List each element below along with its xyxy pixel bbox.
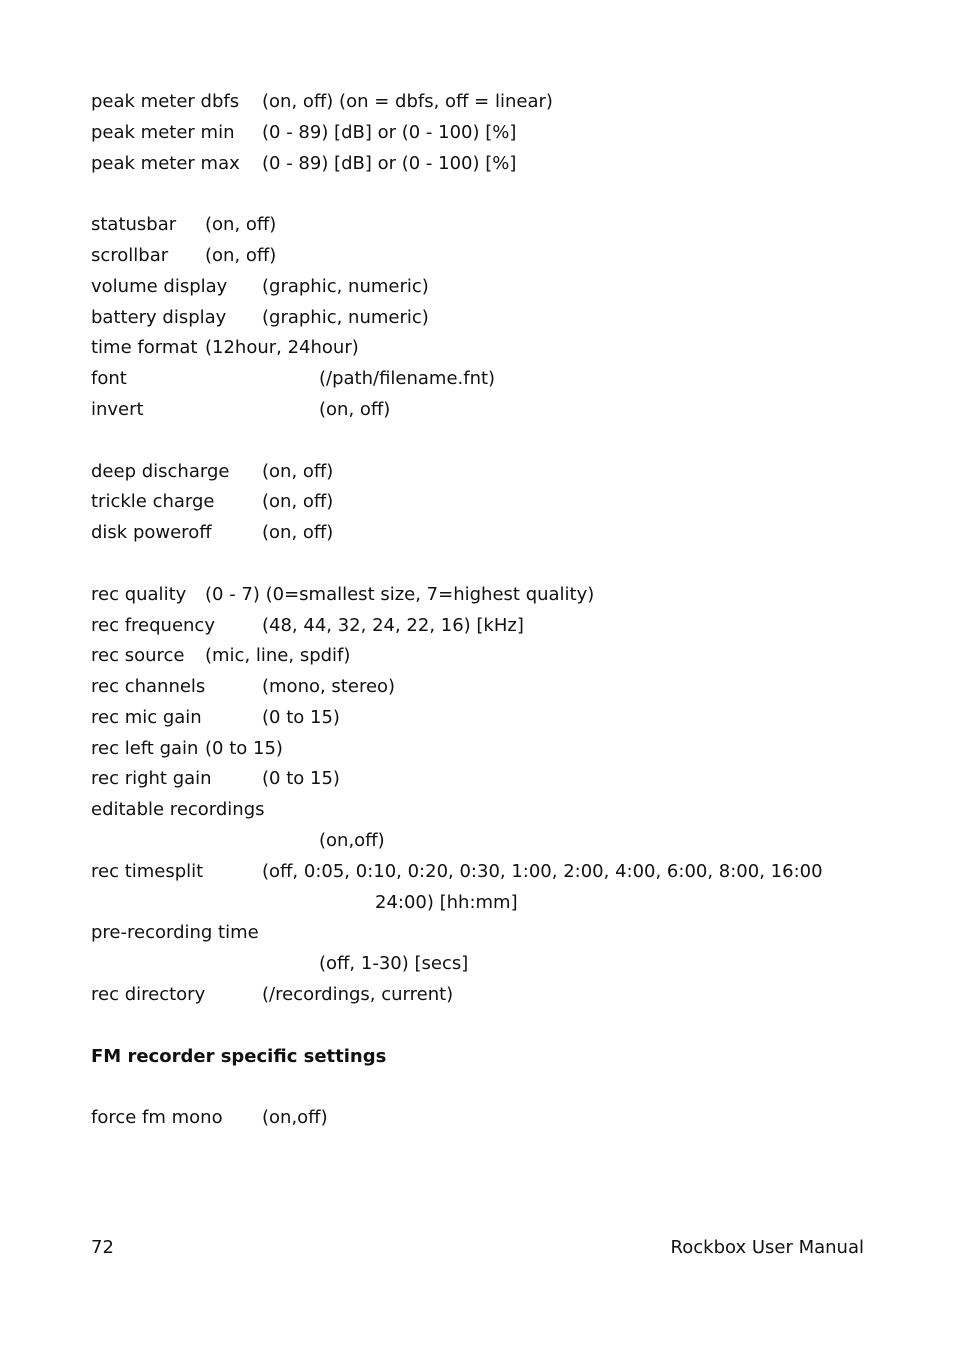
setting-key: force fm mono [91,1107,223,1128]
setting-value: (on,off) [319,830,385,851]
setting-value: (0 to 15) [205,738,283,759]
setting-value: (0 - 89) [dB] or (0 - 100) [%] [262,122,517,143]
setting-key: rec timesplit [91,861,204,882]
setting-key: volume display [91,276,228,297]
setting-value: (/recordings, current) [262,984,454,1005]
section-heading: FM recorder specific settings [91,1046,387,1067]
setting-key: font [91,368,127,389]
setting-value: (0 to 15) [262,768,340,789]
setting-value: (mic, line, spdif) [205,645,351,666]
setting-value: (graphic, numeric) [262,307,429,328]
page-number: 72 [91,1237,114,1258]
setting-key: editable recordings [91,799,265,820]
setting-value: (mono, stereo) [262,676,396,697]
setting-key: rec frequency [91,615,215,636]
setting-key: rec source [91,645,185,666]
setting-key: scrollbar [91,245,169,266]
setting-value: (on, off) [262,461,334,482]
setting-value: (12hour, 24hour) [205,337,359,358]
setting-value: (off, 1-30) [secs] [319,953,469,974]
setting-key: deep discharge [91,461,230,482]
setting-key: battery display [91,307,227,328]
setting-key: rec mic gain [91,707,202,728]
setting-value: (on, off) [205,214,277,235]
setting-key: peak meter max [91,153,240,174]
setting-key: trickle charge [91,491,215,512]
setting-key: invert [91,399,144,420]
setting-value: (on, off) [205,245,277,266]
setting-value: (on, off) [319,399,391,420]
setting-value: (on,off) [262,1107,328,1128]
setting-key: pre-recording time [91,922,259,943]
setting-value: (0 - 89) [dB] or (0 - 100) [%] [262,153,517,174]
setting-key: peak meter min [91,122,235,143]
setting-key: rec quality [91,584,187,605]
setting-value: (0 - 7) (0=smallest size, 7=highest quality) [205,584,595,605]
setting-key: statusbar [91,214,177,235]
setting-key: rec left gain [91,738,199,759]
setting-value: (off, 0:05, 0:10, 0:20, 0:30, 1:00, 2:00, 4:00, 6:00, 8:00, 16:00 [262,861,823,882]
setting-key: disk poweroff [91,522,212,543]
setting-value: (/path/filename.fnt) [319,368,496,389]
setting-key: rec channels [91,676,206,697]
setting-value-continuation: 24:00) [hh:mm] [375,892,518,913]
setting-value: (on, off) [262,491,334,512]
setting-value: (on, off) (on = dbfs, off = linear) [262,91,553,112]
setting-key: time format [91,337,198,358]
setting-value: (48, 44, 32, 24, 22, 16) [kHz] [262,615,524,636]
setting-key: peak meter dbfs [91,91,240,112]
setting-value: (graphic, numeric) [262,276,429,297]
setting-key: rec directory [91,984,206,1005]
setting-value: (on, off) [262,522,334,543]
setting-value: (0 to 15) [262,707,340,728]
manual-title: Rockbox User Manual [670,1237,864,1258]
setting-key: rec right gain [91,768,212,789]
